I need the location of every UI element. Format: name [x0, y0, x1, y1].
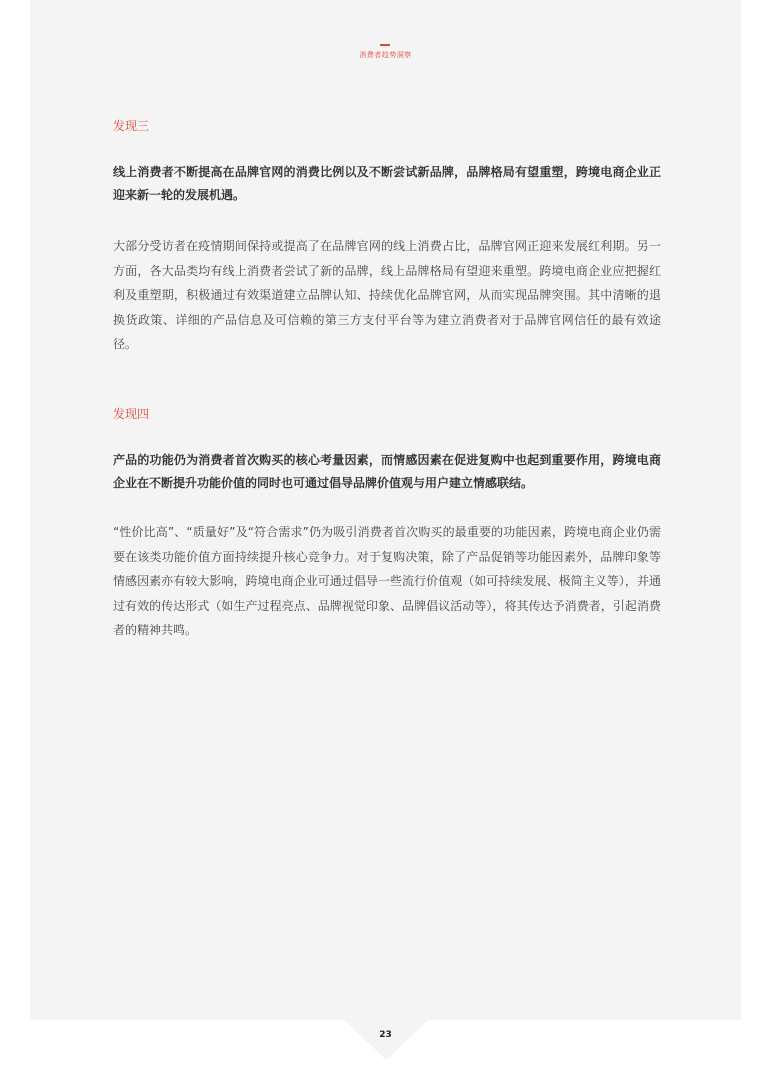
page-panel	[30, 0, 741, 1020]
section-title-finding-3: 发现三	[113, 119, 150, 133]
running-header: 消费者趋势洞察	[359, 51, 412, 59]
section-body-finding-4: “性价比高”、“质量好”及“符合需求”仍为吸引消费者首次购买的最重要的功能因素，跨境电商企业仍需要在该类功能价值方面持续提升核心竞争力。对于复购决策，除了产品促销等功能因素外，品牌印象等情感因素亦有较大影响，跨境电商企业可通过倡导一些流行价值观（如可持续发展、极简主义等），并通过有效的传达形式（如生产过程亮点、品牌视觉印象、品牌倡议活动等），将其传达予消费者，引起消费者的精神共鸣。	[113, 525, 661, 637]
section-body-finding-3: 大部分受访者在疫情期间保持或提高了在品牌官网的线上消费占比，品牌官网正迎来发展红利期。另一方面，各大品类均有线上消费者尝试了新的品牌，线上品牌格局有望迎来重塑。跨境电商企业应把握红利及重塑期，积极通过有效渠道建立品牌认知、持续优化品牌官网，从而实现品牌突围。其中清晰的退换货政策、详细的产品信息及可信赖的第三方支付平台等为建立消费者对于品牌官网信任的最有效途径。	[113, 239, 661, 351]
section-title-finding-4: 发现四	[113, 407, 150, 421]
section-lead-finding-4: 产品的功能仍为消费者首次购买的核心考量因素，而情感因素在促进复购中也起到重要作用，跨境电商企业在不断提升功能价值的同时也可通过倡导品牌价值观与用户建立情感联结。	[113, 453, 661, 490]
header-accent-dash	[380, 44, 390, 46]
section-lead-finding-3: 线上消费者不断提高在品牌官网的消费比例以及不断尝试新品牌，品牌格局有望重塑，跨境电商企业正迎来新一轮的发展机遇。	[113, 165, 661, 202]
page-number: 23	[379, 1030, 392, 1040]
